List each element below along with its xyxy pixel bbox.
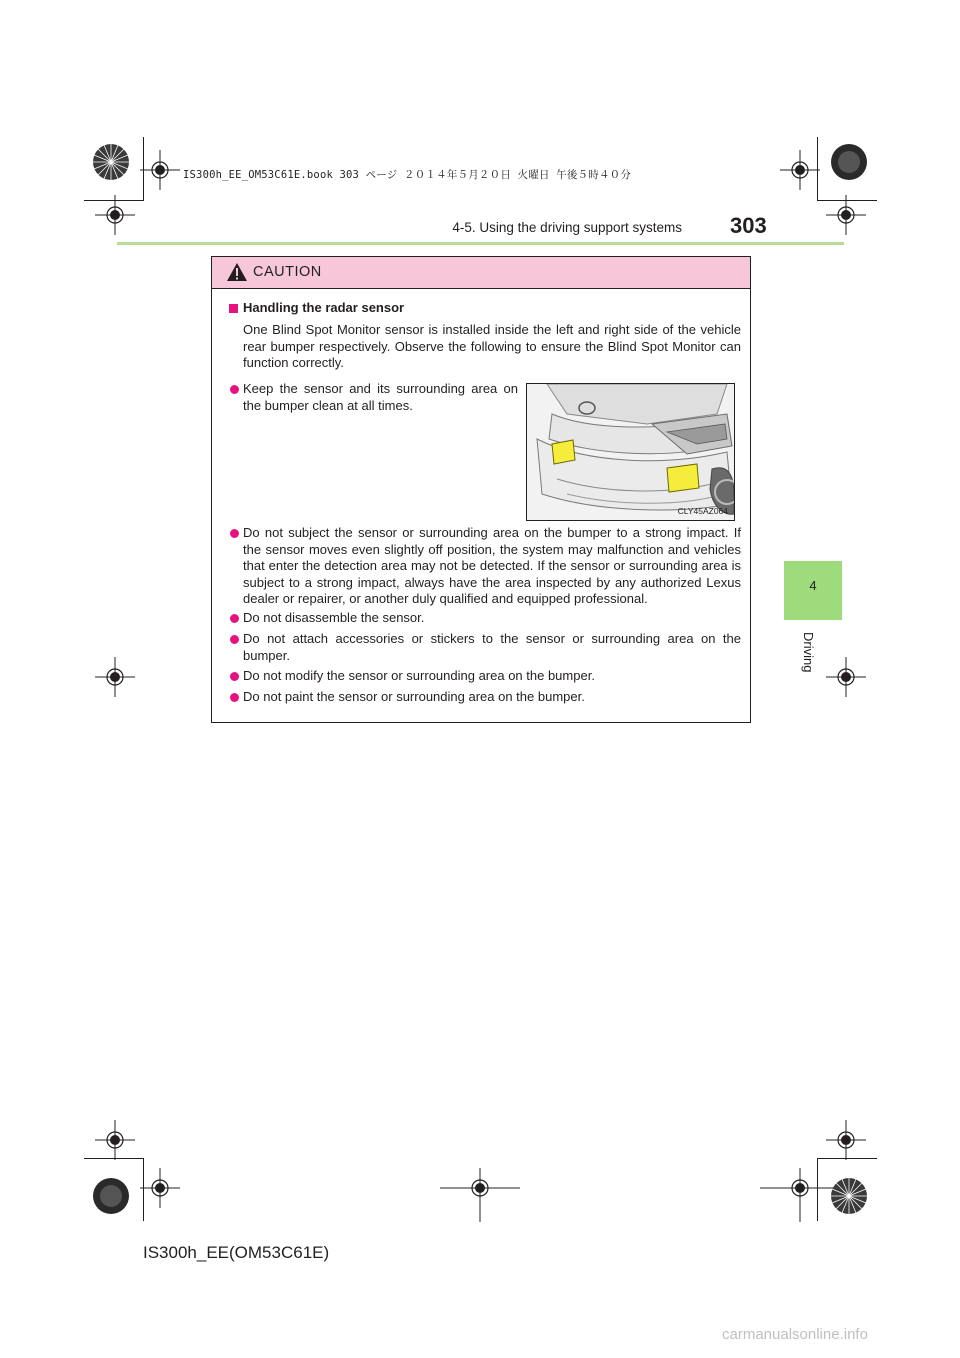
registration-mark-icon (826, 1120, 866, 1160)
bullet-item: Do not attach accessories or stickers to the sensor or surrounding area on the bumper. (243, 631, 741, 663)
bullet-icon (230, 614, 239, 623)
section-title: 4-5. Using the driving support systems (452, 220, 682, 235)
bullet-icon (230, 672, 239, 681)
rear-bumper-illustration (527, 384, 734, 520)
bullet-item: Keep the sensor and its surrounding area on the bumper clean at all times. (243, 381, 518, 413)
footer-model-code: IS300h_EE(OM53C61E) (143, 1243, 330, 1262)
chapter-name (801, 632, 824, 692)
registration-mark-icon (95, 1120, 135, 1160)
registration-mark-icon (95, 657, 135, 697)
bullet-icon (230, 385, 239, 394)
registration-mark-icon (826, 195, 866, 235)
registration-mark-icon (140, 1168, 180, 1208)
color-target-icon (830, 143, 868, 181)
bullet-icon (230, 635, 239, 644)
chapter-number: 4 (809, 578, 817, 593)
registration-mark-icon (780, 150, 820, 190)
bullet-item: Do not disassemble the sensor. (243, 610, 425, 625)
registration-mark-icon (760, 1168, 840, 1222)
caution-label: CAUTION (253, 264, 322, 280)
bullet-icon (230, 529, 239, 538)
warning-triangle-icon (226, 262, 248, 282)
caution-intro: One Blind Spot Monitor sensor is installed inside the left and right side of the vehicle rear bumper respectively. Observe the following to ensure the Blind Spot Monitor can function correctly. (243, 322, 741, 370)
print-slug: IS300h_EE_OM53C61E.book 303 ページ ２０１４年５月２０日 火曜日 午後５時４０分 (183, 169, 632, 181)
registration-mark-icon (140, 150, 180, 190)
registration-mark-icon (826, 657, 866, 697)
bullet-icon (230, 693, 239, 702)
bullet-item: Do not modify the sensor or surrounding area on the bumper. (243, 668, 595, 683)
figure-code: CLY45AZ064 (677, 506, 728, 516)
color-target-icon (92, 1177, 130, 1215)
watermark: carmanualsonline.info (722, 1326, 868, 1343)
chapter-name-label: Driving (801, 632, 816, 673)
bullet-item: Do not paint the sensor or surrounding area on the bumper. (243, 689, 585, 704)
section-square-icon (229, 304, 238, 313)
color-target-icon (830, 1177, 868, 1215)
registration-mark-icon (440, 1168, 520, 1222)
header-rule (117, 242, 844, 245)
bullet-item: Do not subject the sensor or surrounding area on the bumper to a strong impact. If the sensor moves even slightly off position, the system may malfunction and vehicles that enter the detection area may not be detected. If the sensor or surrounding area is subject to a strong impact, always have the area inspected by any authorized Lexus dealer or repairer, or another duly qualified and equipped professional. (243, 525, 741, 606)
color-target-icon (92, 143, 130, 181)
registration-mark-icon (95, 195, 135, 235)
caution-heading: Handling the radar sensor (243, 300, 405, 315)
rear-bumper-sensor-figure (526, 383, 735, 521)
page-number: 303 (730, 213, 767, 238)
